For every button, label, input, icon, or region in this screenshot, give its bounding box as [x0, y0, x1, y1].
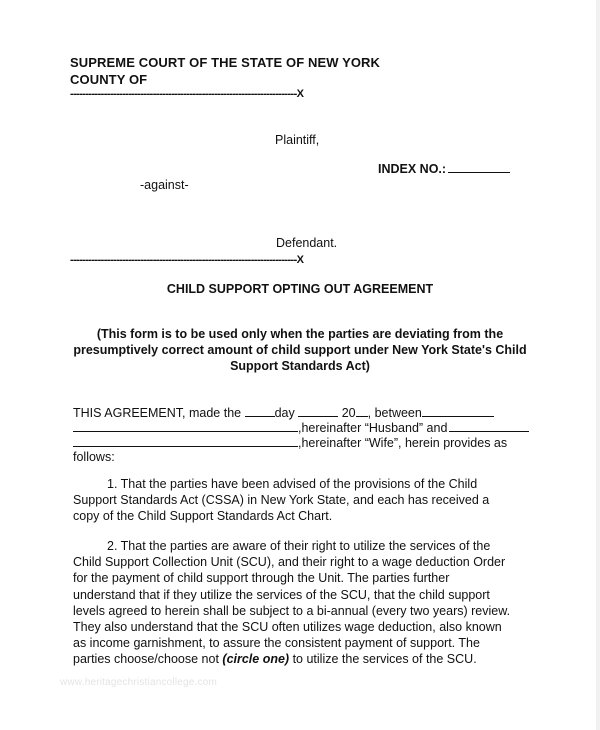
between-label: , between: [367, 406, 422, 420]
paragraph-2-text-a: 2. That the parties are aware of their right to utilize the services of the Child Support Collection Unit (SCU), and their right to a wage deduction Order for the payment of child support through the Unit. The parties further understand that if they utilize the services of the SCU, that the child support levels agreed to herein shall be subject to a bi-annual (every two years) review. They also understand that the SCU often utilizes wage deduction, also known as income garnishment, to assure the consistent payment of support. The parties choose/choose not: [73, 539, 511, 667]
husband-label: ,hereinafter “Husband” and: [298, 421, 448, 435]
index-number-blank: [448, 160, 510, 173]
paragraph-2: [73, 538, 513, 668]
index-label: INDEX NO.:: [378, 162, 447, 176]
husband-name-blank: [73, 419, 298, 432]
document-subtitle: (This form is to be used only when the parties are deviating from the presumptively correct amount of child support under New York State's Child Support Standards Act): [73, 327, 527, 373]
agreement-line-4: follows:: [73, 450, 115, 464]
county-line: COUNTY OF: [70, 72, 148, 87]
caption-divider-top: --------------------------------------------------------------------------X: [70, 88, 304, 100]
circle-one-note: (circle one): [222, 652, 290, 667]
plaintiff-label: Plaintiff,: [275, 133, 320, 147]
year-prefix: 20: [341, 406, 356, 420]
day-blank: [245, 404, 275, 417]
wife-name-blank: [73, 434, 298, 447]
page-edge: [596, 0, 600, 730]
party-blank-2: [449, 419, 529, 432]
court-name: SUPREME COURT OF THE STATE OF NEW YORK: [70, 55, 381, 70]
defendant-label: Defendant.: [276, 236, 338, 250]
party-blank-1: [422, 404, 494, 417]
paragraph-1-text: 1. That the parties have been advised of the provisions of the Child Support Standards Act (CSSA) in New York State, and each has received a copy of the Child Support Standards Act Chart.: [73, 477, 490, 524]
against-label: -against-: [140, 178, 189, 192]
month-blank: [298, 404, 338, 417]
agreement-made-text: THIS AGREEMENT, made the: [73, 406, 242, 420]
agreement-line-3: [73, 434, 507, 450]
year-blank: [356, 404, 368, 417]
day-label: day: [274, 406, 295, 420]
paragraph-1: [73, 476, 513, 525]
agreement-line-2: [73, 419, 529, 435]
agreement-line-1: [73, 404, 494, 420]
watermark: www.heritagechristiancollege.com: [60, 677, 218, 688]
paragraph-2-text-c: to utilize the services of the SCU.: [289, 652, 477, 667]
caption-divider-bottom: --------------------------------------------------------------------------X: [70, 254, 304, 266]
wife-label: ,hereinafter “Wife”, herein provides as: [298, 436, 508, 450]
document-title: CHILD SUPPORT OPTING OUT AGREEMENT: [166, 282, 434, 296]
index-number: [378, 160, 510, 176]
paragraph-2-text: [73, 538, 513, 668]
